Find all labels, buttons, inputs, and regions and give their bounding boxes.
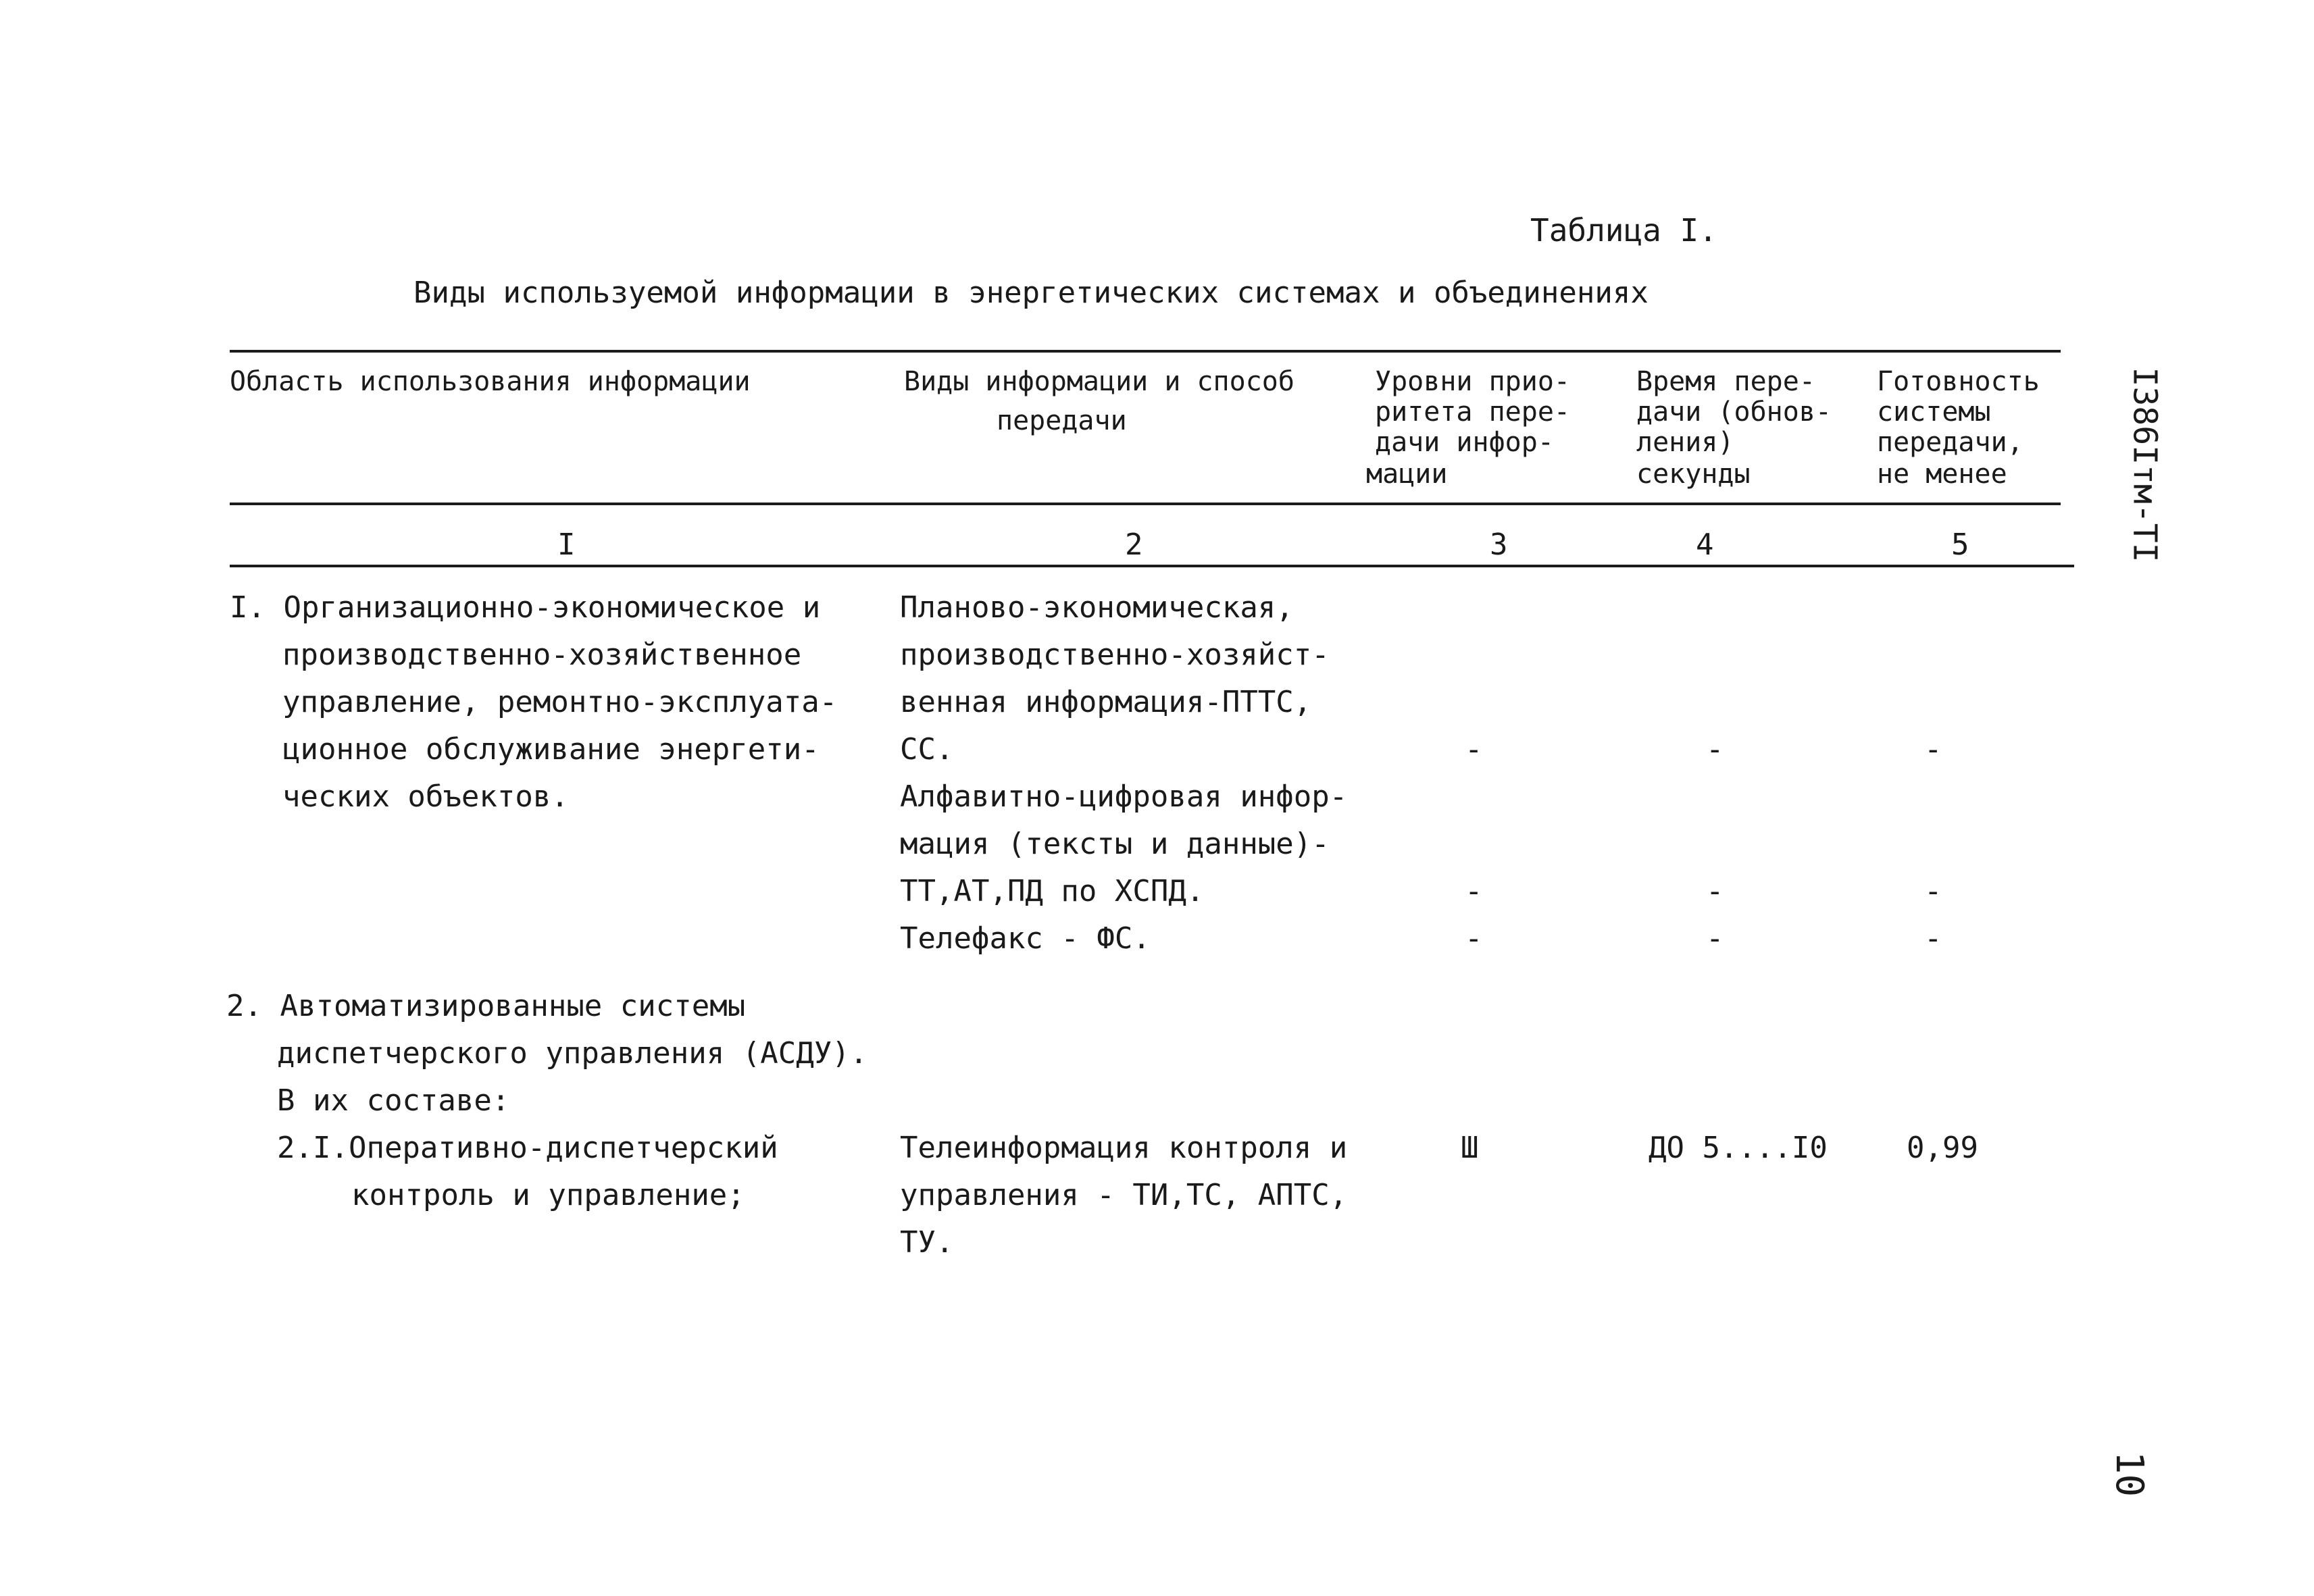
row1-area-line: производственно-хозяйственное [282,638,802,672]
row21-area-line: 2.I.Оперативно-диспетчерский [277,1131,778,1165]
row1-info-line: Телефакс - ФС. [900,921,1151,956]
priority-dash: - [1465,732,1483,767]
row1-info-line: СС. [900,732,954,767]
header-info-line: Виды информации и способ [904,366,1294,397]
table-top-rule [230,350,2061,353]
table-label: Таблица I. [1530,212,1717,249]
time-dash: - [1706,732,1724,767]
header-area: Область использования информации [230,366,751,397]
row21-info-line: ТУ. [900,1225,954,1260]
numbers-bottom-rule [230,565,2074,567]
header-time-line: секунды [1636,459,1751,490]
row21-info-line: Телеинформация контроля и [900,1131,1348,1165]
row1-info-line: ТТ,АТ,ПД по ХСПД. [900,874,1205,908]
readiness-dash: - [1924,732,1942,767]
row1-info-line: производственно-хозяйст- [900,638,1330,672]
document-code: I386Iтм-ТI [2126,367,2164,563]
header-bottom-rule [230,503,2061,505]
priority-dash: - [1465,874,1483,908]
header-priority-line: мации [1366,459,1448,490]
column-number: 5 [1951,527,1969,562]
column-number: 3 [1490,527,1508,562]
priority-dash: - [1465,921,1483,956]
column-number: 4 [1696,527,1714,562]
row1-info-line: мация (тексты и данные)- [900,827,1330,861]
row2-area-line: диспетчерского управления (АСДУ). [277,1036,868,1071]
readiness-dash: - [1924,874,1942,908]
header-readiness-line: Готовность [1877,366,2040,397]
row1-area-line: ционное обслуживание энергети- [282,732,820,767]
column-number: 2 [1125,527,1143,562]
header-readiness-line: не менее [1877,459,2007,490]
row21-info-line: управления - ТИ,ТС, АПТС, [900,1178,1348,1212]
header-priority-line: Уровни прио- [1375,366,1570,397]
header-priority-line: ритета пере- [1375,396,1570,428]
row2-area-line: 2. Автоматизированные системы [226,989,746,1023]
row21-area-line: контроль и управление; [351,1178,745,1212]
header-time-line: Время пере- [1636,366,1815,397]
row21-time: ДО 5....I0 [1649,1131,1828,1165]
header-priority-line: дачи инфор- [1375,427,1554,458]
page-number: 10 [2107,1451,2152,1497]
row1-info-line: венная информация-ПТТС, [900,685,1312,719]
row1-area-line: ческих объектов. [282,779,569,814]
row21-priority: Ш [1461,1131,1479,1165]
row1-info-line: Планово-экономическая, [900,590,1294,625]
time-dash: - [1706,921,1724,956]
column-number: I [557,527,576,562]
row2-area-line: В их составе: [277,1083,510,1118]
row21-readiness: 0,99 [1907,1131,1978,1165]
row1-info-line: Алфавитно-цифровая инфор- [900,779,1348,814]
header-info-line: передачи [997,405,1127,436]
header-time-line: дачи (обнов- [1636,396,1832,428]
header-readiness-line: передачи, [1877,427,2023,458]
row1-area-line: I. Организационно-экономическое и [230,590,821,625]
row1-area-line: управление, ремонтно-эксплуата- [282,685,838,719]
time-dash: - [1706,874,1724,908]
table-title: Виды используемой информации в энергетических системах и объединениях [413,276,1649,310]
readiness-dash: - [1924,921,1942,956]
header-readiness-line: системы [1877,396,1991,428]
header-time-line: ления) [1636,427,1734,458]
